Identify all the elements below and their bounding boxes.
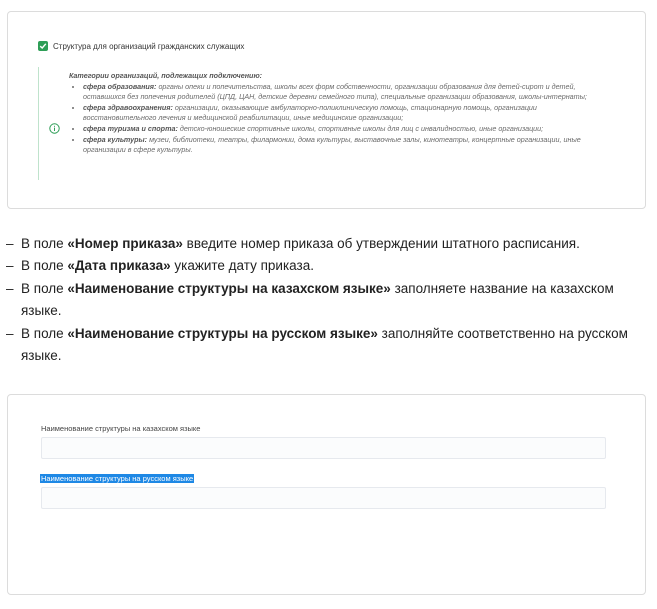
instruction-item	[6, 233, 646, 255]
instruction-field-name: «Дата приказа»	[67, 258, 171, 274]
instruction-suffix: введите номер приказа об утверждении штатного расписания.	[182, 236, 580, 251]
category-text: организации, оказывающие амбулаторно-поликлиническую помощь, стационарную помощь, организации восстановительного лечения и медицинской реабилитации, иные медицинские организации;	[83, 102, 537, 123]
category-name: сфера здравоохранения:	[83, 102, 173, 112]
list-dash: –	[6, 258, 14, 274]
instruction-item	[6, 278, 646, 323]
category-item	[83, 82, 609, 103]
structure-name-fields-screenshot	[7, 394, 646, 595]
civil-servants-checkbox-row[interactable]	[38, 41, 244, 51]
instruction-prefix: В поле	[21, 280, 68, 296]
categories-info-text	[69, 71, 609, 156]
category-text: детско-юношеские спортивные школы, спортивные школы для лиц с инвалидностью, иные организации;	[179, 123, 544, 133]
instruction-suffix: заполняйте соответственно на русском языке.	[21, 325, 628, 364]
categories-list	[69, 82, 609, 156]
instruction-suffix: заполняете название на казахском языке.	[21, 280, 614, 319]
list-dash: –	[6, 325, 14, 341]
instruction-prefix: В поле	[21, 258, 68, 274]
category-item	[83, 135, 609, 156]
kazakh-name-input[interactable]	[41, 437, 606, 459]
instruction-item	[6, 255, 646, 277]
info-accent-bar	[38, 67, 39, 180]
russian-name-input[interactable]	[41, 487, 606, 509]
category-text: органы опеки и попечительства, школы всех форм собственности, организации образования для детей-сирот и детей, оставшихся без попечения родителей (ЦПД, ЦАН, детские деревни семейного типа), специальные организации образования, школы-интернаты;	[83, 81, 587, 102]
structure-type-screenshot	[7, 11, 646, 209]
checkbox-checked-icon[interactable]	[38, 41, 48, 51]
instruction-field-name: «Наименование структуры на русском языке»	[67, 325, 378, 341]
instructions-list	[6, 233, 646, 367]
list-dash: –	[6, 236, 14, 251]
instruction-prefix: В поле	[21, 325, 68, 341]
instruction-item	[6, 323, 646, 368]
info-heading: Категории организаций, подлежащих подключению:	[69, 71, 263, 80]
instruction-prefix: В поле	[21, 236, 68, 251]
category-item	[83, 103, 609, 124]
instruction-field-name: «Номер приказа»	[67, 236, 183, 251]
instruction-field-name: «Наименование структуры на казахском языке»	[67, 280, 391, 296]
instruction-suffix: укажите дату приказа.	[170, 258, 314, 274]
info-icon	[49, 121, 60, 139]
category-text: музеи, библиотеки, театры, филармонии, дома культуры, выставочные залы, кинотеатры, концертные организации, иные организации в сфере культуры.	[83, 134, 581, 155]
category-name: сфера образования:	[83, 81, 157, 91]
russian-name-label: Наименование структуры на русском языке	[41, 474, 194, 483]
category-name: сфера культуры:	[83, 134, 148, 144]
category-item	[83, 124, 609, 135]
checkbox-label: Структура для организаций гражданских служащих	[53, 41, 245, 51]
kazakh-name-label: Наименование структуры на казахском языке	[41, 424, 201, 433]
list-dash: –	[6, 280, 14, 296]
category-name: сфера туризма и спорта:	[83, 123, 178, 133]
